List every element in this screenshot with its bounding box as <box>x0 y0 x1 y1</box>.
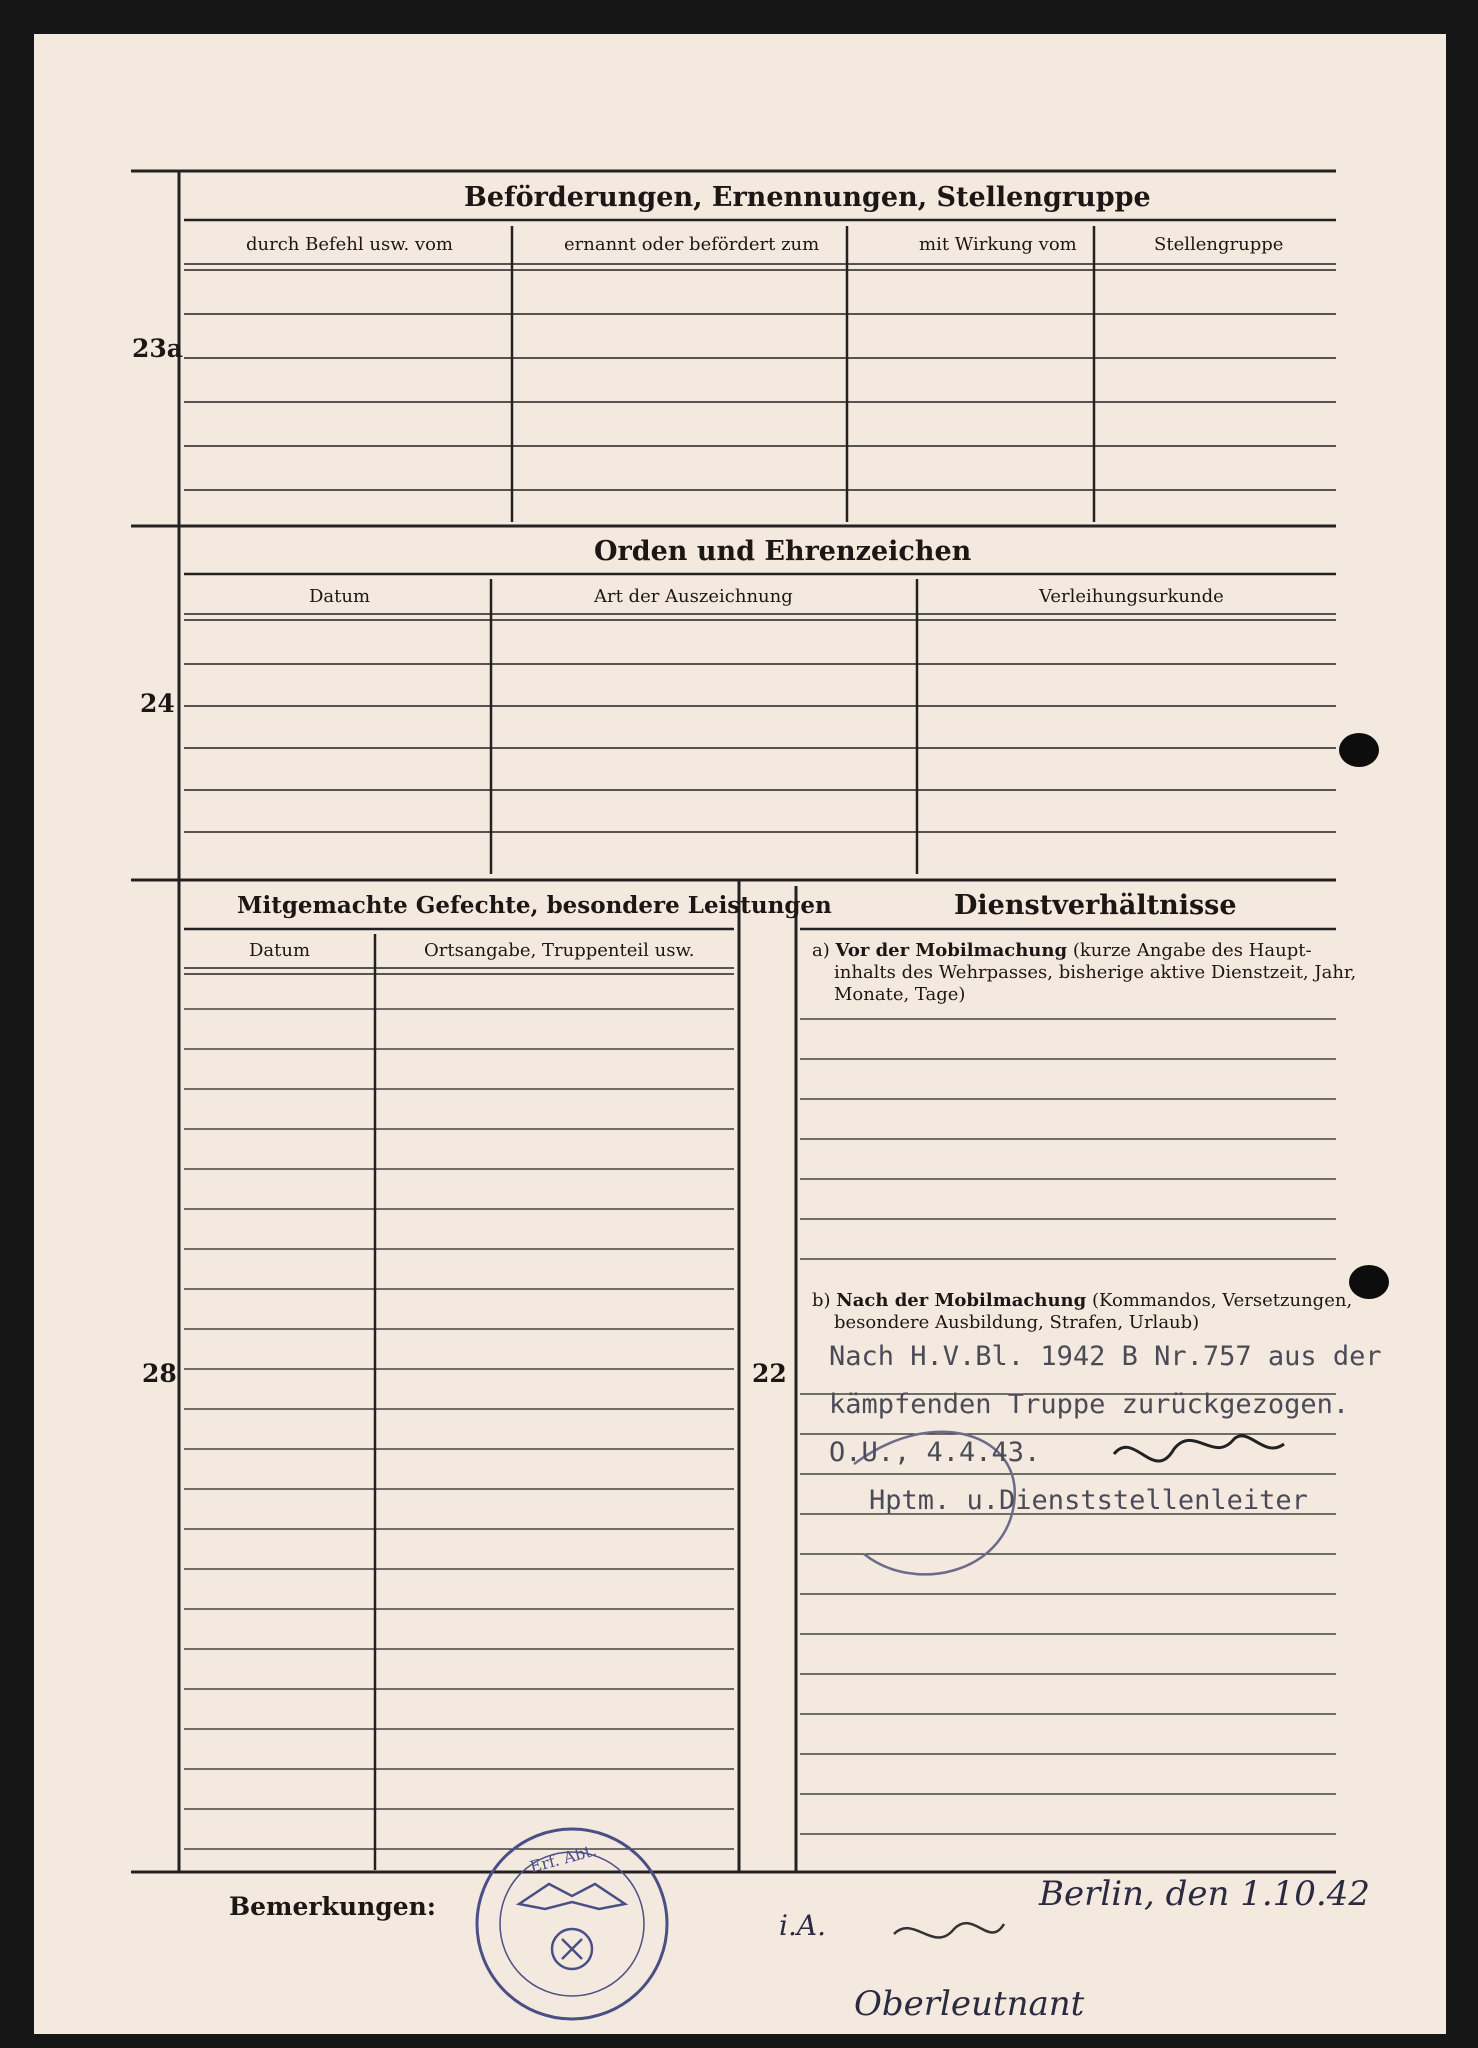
section-title: Mitgemachte Gefechte, besondere Leistungen <box>237 892 832 919</box>
section-number: 28 <box>142 1359 177 1388</box>
typed-entry: Hptm. u.Dienststellenleiter <box>869 1485 1308 1516</box>
punch-hole <box>1339 733 1379 767</box>
form-lines <box>34 34 1446 2034</box>
column-header: Art der Auszeichnung <box>594 586 793 607</box>
signature <box>894 1923 1004 1937</box>
section-number: 23a <box>132 334 183 363</box>
column-header: Ortsangabe, Truppenteil usw. <box>424 940 695 961</box>
typed-entry: Nach H.V.Bl. 1942 B Nr.757 aus der <box>829 1341 1382 1372</box>
column-header: Datum <box>249 940 311 961</box>
subsection-a-line: Monate, Tage) <box>834 984 966 1005</box>
subsection-b: b) Nach der Mobilmachung (Kommandos, Versetzungen, <box>812 1290 1353 1311</box>
typed-entry: O.U., 4.4.43. <box>829 1437 1041 1468</box>
document-page <box>34 34 1446 2034</box>
punch-hole <box>1349 1265 1389 1299</box>
section-title: Dienstverhältnisse <box>954 890 1237 921</box>
handwritten-place-date: Berlin, den 1.10.42 <box>1039 1874 1370 1914</box>
subsection-a-line: inhalts des Wehrpasses, bisherige aktive Dienstzeit, Jahr, <box>834 962 1357 983</box>
column-header: Datum <box>309 586 371 607</box>
remarks-label: Bemerkungen: <box>229 1892 437 1921</box>
typed-entry: kämpfenden Truppe zurückgezogen. <box>829 1389 1350 1420</box>
column-header: durch Befehl usw. vom <box>246 234 453 255</box>
stamp-text: Erf. Abt. <box>527 1840 599 1877</box>
section-title: Orden und Ehrenzeichen <box>594 536 972 567</box>
column-header: mit Wirkung vom <box>919 234 1077 255</box>
column-header: Stellengruppe <box>1154 234 1284 255</box>
subsection-b-line: besondere Ausbildung, Strafen, Urlaub) <box>834 1312 1200 1333</box>
handwritten-rank: Oberleutnant <box>854 1984 1085 2024</box>
section-number: 24 <box>140 689 175 718</box>
column-header: ernannt oder befördert zum <box>564 234 820 255</box>
handwritten-ia: i.A. <box>779 1909 826 1942</box>
signature <box>1114 1436 1284 1461</box>
subsection-a: a) Vor der Mobilmachung (kurze Angabe des Haupt- <box>812 940 1312 961</box>
column-header: Verleihungsurkunde <box>1039 586 1224 607</box>
section-title: Beförderungen, Ernennungen, Stellengruppe <box>464 182 1151 213</box>
section-number: 22 <box>752 1359 787 1388</box>
